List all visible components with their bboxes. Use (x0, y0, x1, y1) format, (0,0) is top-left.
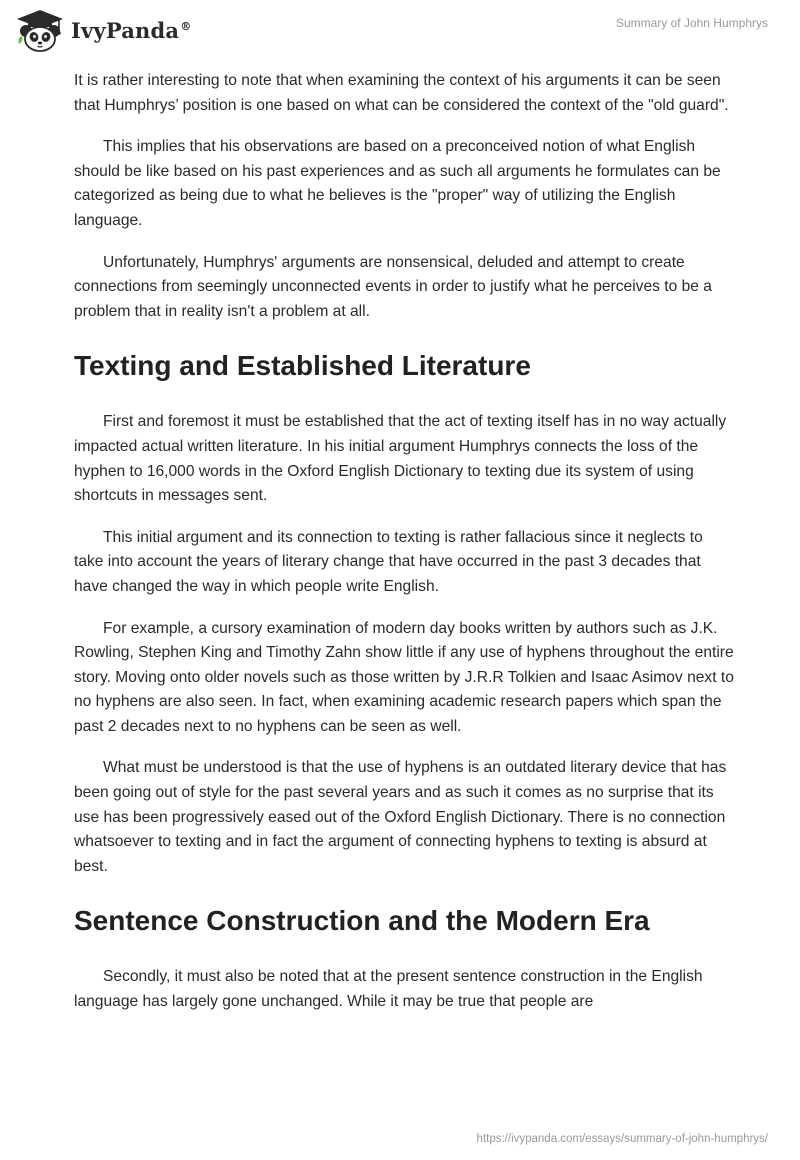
essay-body (74, 69, 734, 1032)
section-heading: Texting and Established Literature (74, 350, 531, 382)
paragraph: Secondly, it must also be noted that at the present sentence construction in the English language has largely gone unchanged. While it may be true that people are (74, 968, 703, 1011)
registered-mark: ® (180, 19, 192, 33)
paragraph: What must be understood is that the use of hyphens is an outdated literary device that has been going out of style for the past several years and as such it comes as no surprise that its use has been progressively eased out of the Oxford English Dictionary. There is no connection whatsoever to texting and in fact the argument of connecting hyphens to texting is absurd at best. (74, 759, 727, 875)
brand-name: IvyPanda® (71, 17, 192, 43)
paragraph: First and foremost it must be established that the act of texting itself has in no way actually impacted actual written literature. In his initial argument Humphrys connects the loss of the hyphen to 16,000 words in the Oxford English Dictionary to texting due its system of using shortcuts in messages sent. (74, 413, 727, 505)
section-heading: Sentence Construction and the Modern Era (74, 905, 650, 937)
source-url[interactable]: https://ivypanda.com/essays/summary-of-john-humphrys/ (476, 1133, 768, 1145)
paragraph: It is rather interesting to note that when examining the context of his arguments it can be seen that Humphrys’ position is one based on what can be considered the context of the "old guard". (74, 72, 729, 114)
ivypanda-logo[interactable] (15, 8, 191, 52)
document-title: Summary of John Humphrys (615, 16, 768, 30)
paragraph: This initial argument and its connection to texting is rather fallacious since it neglects to take into account the years of literary change that have occurred in the past 3 decades that have changed the way in which people write English. (74, 528, 703, 595)
paragraph: For example, a cursory examination of modern day books written by authors such as J.K. Rowling, Stephen King and Timothy Zahn show little if any use of hyphens throughout the entire story. Moving onto older novels such as those written by J.R.R Tolkien and Isaac Asimov next to no hyphens are also seen. In fact, when examining academic research papers which span the past 2 decades next to no hyphens can be seen as well. (74, 619, 734, 735)
paragraph: This implies that his observations are based on a preconceived notion of what English should be like based on his past experiences and as such all arguments he formulates can be categorized as being due to what he believes is the "proper" way of utilizing the English language. (74, 138, 721, 229)
paragraph: Unfortunately, Humphrys' arguments are nonsensical, deluded and attempt to create connections from seemingly unconnected events in order to justify what he perceives to be a problem that in reality isn't a problem at all. (74, 253, 712, 320)
page-header (0, 0, 800, 60)
panda-graduation-cap-icon (15, 8, 65, 52)
